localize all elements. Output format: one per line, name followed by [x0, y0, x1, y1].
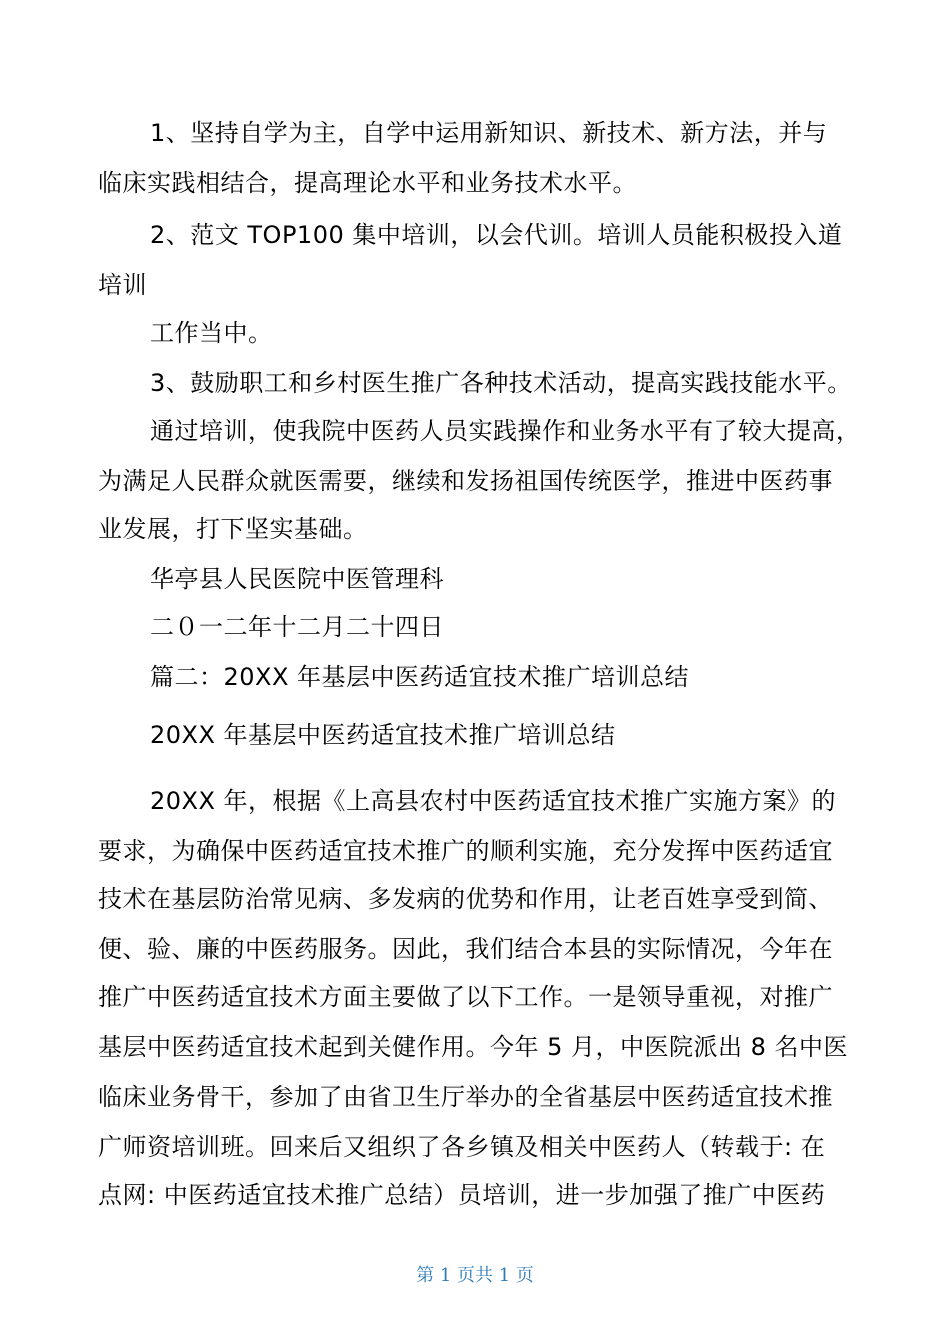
- paragraph-line: 广师资培训班。回来后又组织了各乡镇及相关中医药人（转载于: 在: [98, 1133, 826, 1161]
- paragraph-line: 2、范文 TOP100 集中培训，以会代训。培训人员能积极投入道: [150, 221, 843, 249]
- paragraph-line: 3、鼓励职工和乡村医生推广各种技术活动，提高实践技能水平。: [150, 369, 852, 397]
- signature-department: 华亭县人民医院中医管理科: [150, 565, 444, 593]
- paragraph-line: 技术在基层防治常见病、多发病的优势和作用，让老百姓享受到简、: [98, 885, 833, 913]
- paragraph-line: 便、验、廉的中医药服务。因此，我们结合本县的实际情况，今年在: [98, 935, 833, 963]
- paragraph-line: 推广中医药适宜技术方面主要做了以下工作。一是领导重视，对推广: [98, 983, 833, 1011]
- paragraph-line: 业发展，打下坚实基础。: [98, 515, 368, 543]
- paragraph-line: 培训: [98, 271, 147, 299]
- paragraph-line: 为满足人民群众就医需要，继续和发扬祖国传统医学，推进中医药事: [98, 467, 833, 495]
- paragraph-line: 临床实践相结合，提高理论水平和业务技术水平。: [98, 169, 637, 197]
- paragraph-line: 工作当中。: [150, 319, 273, 347]
- paragraph-line: 临床业务骨干，参加了由省卫生厅举办的全省基层中医药适宜技术推: [98, 1083, 833, 1111]
- paragraph-line: 要求，为确保中医药适宜技术推广的顺利实施，充分发挥中医药适宜: [98, 837, 833, 865]
- section-heading: 篇二：20XX 年基层中医药适宜技术推广培训总结: [150, 663, 690, 691]
- page-number-footer: 第 1 页共 1 页: [416, 1265, 534, 1286]
- article-title: 20XX 年基层中医药适宜技术推广培训总结: [150, 721, 616, 749]
- paragraph-line: 通过培训，使我院中医药人员实践操作和业务水平有了较大提高，: [150, 417, 861, 445]
- paragraph-line: 基层中医药适宜技术起到关健作用。今年 5 月，中医院派出 8 名中医: [98, 1033, 849, 1061]
- signature-date: 二０一二年十二月二十四日: [150, 613, 444, 641]
- paragraph-line: 20XX 年，根据《上高县农村中医药适宜技术推广实施方案》的: [150, 787, 837, 815]
- paragraph-line: 1、坚持自学为主，自学中运用新知识、新技术、新方法，并与: [150, 119, 828, 147]
- paragraph-line: 点网: 中医药适宜技术推广总结）员培训，进一步加强了推广中医药: [98, 1181, 826, 1209]
